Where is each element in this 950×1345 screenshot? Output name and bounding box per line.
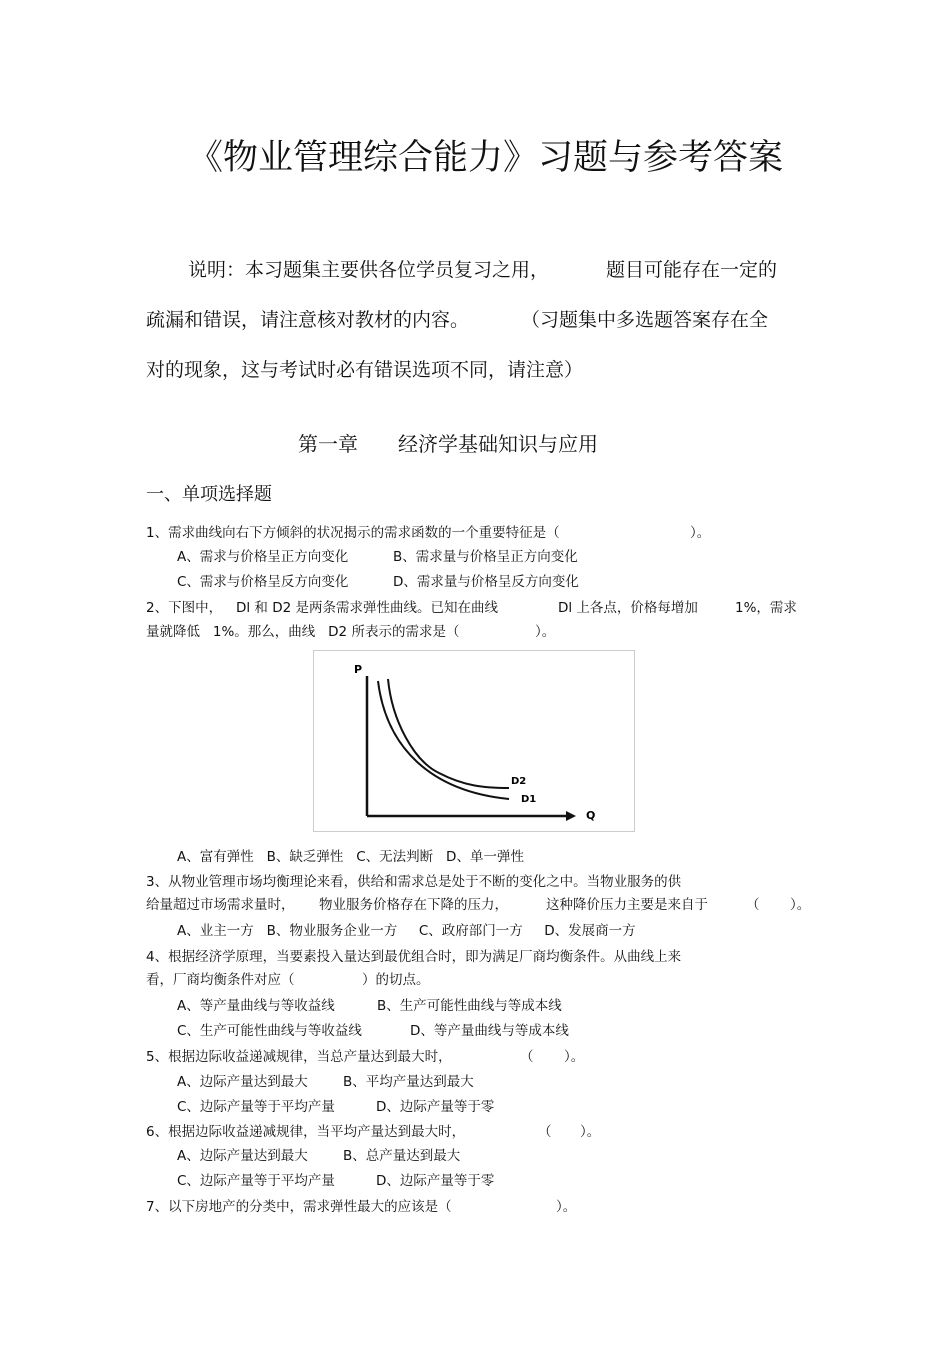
q1-option-d: D、需求量与价格呈反方向变化 [393,574,579,590]
intro-line-2b: （习题集中多选题答案存在全 [521,309,769,331]
q1-stem-end: ）。 [690,525,711,541]
q6-paren-open: （ [538,1124,552,1140]
q2-line2-end: ）。 [535,624,556,640]
q1-option-a: A、需求与价格呈正方向变化 [177,549,349,565]
q2-line2: 量就降低 1%。那么，曲线 D2 所表示的需求是（ [146,624,460,640]
q5-paren-open: （ [520,1049,534,1065]
q4-line2b: ）的切点。 [362,972,430,988]
q2-line1a: 2、下图中， [146,600,223,616]
q6-option-a: A、边际产量达到最大 [177,1148,308,1164]
q6-paren-close: ）。 [580,1124,601,1140]
q3-line2e: ）。 [790,897,811,913]
curve-d1 [378,681,509,799]
intro-line-1b: 题目可能存在一定的 [606,259,778,281]
q5-option-a: A、边际产量达到最大 [177,1074,308,1090]
y-axis-label: P [354,663,363,676]
q3-line2b: 物业服务价格存在下降的压力， [319,897,508,913]
q2-line1c: Dl 上各点，价格每增加 [558,600,698,616]
q2-options: A、富有弹性 B、缺乏弹性 C、无法判断 D、单一弹性 [177,849,524,865]
section-heading: 一、单项选择题 [146,484,272,505]
q2-line1d: 1%，需求 [735,600,797,616]
q5-stem: 5、根据边际收益递减规律，当总产量达到最大时， [146,1049,452,1065]
chapter-name: 经济学基础知识与应用 [398,432,598,456]
q4-option-a: A、等产量曲线与等收益线 [177,998,335,1014]
q5-option-d: D、边际产量等于零 [376,1099,495,1115]
curve-label-d2: D2 [511,776,527,787]
q4-option-b: B、生产可能性曲线与等成本线 [377,998,562,1014]
q7-stem-end: ）。 [556,1199,577,1215]
q5-option-c: C、边际产量等于平均产量 [177,1099,335,1115]
demand-curve-chart [314,651,634,831]
x-axis-arrow [566,811,576,821]
q5-paren-close: ）。 [564,1049,585,1065]
q3-line2c: 这种降价压力主要是来自于 [546,897,708,913]
q7-stem: 7、以下房地产的分类中，需求弹性最大的应该是（ [146,1199,452,1215]
intro-line-1a: 说明：本习题集主要供各位学员复习之用， [188,259,550,281]
q3-line2a: 给量超过市场需求量时， [146,897,295,913]
intro-line-2a: 疏漏和错误，请注意核对教材的内容。 [146,309,470,331]
q6-stem: 6、根据边际收益递减规律，当平均产量达到最大时， [146,1124,466,1140]
q3-options: A、业主一方 B、物业服务企业一方 C、政府部门一方 D、发展商一方 [177,923,636,939]
q4-line2a: 看，厂商均衡条件对应（ [146,972,295,988]
q4-line1: 4、根据经济学原理，当要素投入量达到最优组合时，即为满足厂商均衡条件。从曲线上来 [146,949,682,965]
demand-curve-figure [313,650,635,832]
chapter-number: 第一章 [298,432,358,456]
q6-option-d: D、边际产量等于零 [376,1173,495,1189]
intro-line-3: 对的现象，这与考试时必有错误选项不同，请注意） [146,359,584,381]
q4-option-d: D、等产量曲线与等成本线 [410,1023,569,1039]
q4-option-c: C、生产可能性曲线与等收益线 [177,1023,362,1039]
q6-option-c: C、边际产量等于平均产量 [177,1173,335,1189]
q6-option-b: B、总产量达到最大 [343,1148,461,1164]
q3-line1: 3、从物业管理市场均衡理论来看，供给和需求总是处于不断的变化之中。当物业服务的供 [146,874,682,890]
curve-label-d1: D1 [521,794,537,805]
x-axis-label: Q [586,809,596,822]
q2-line1b: Dl 和 D2 是两条需求弹性曲线。已知在曲线 [236,600,499,616]
curve-d2 [388,679,509,788]
document-title: 《物业管理综合能力》习题与参考答案 [188,138,784,178]
q1-option-b: B、需求量与价格呈正方向变化 [393,549,578,565]
q3-line2d: （ [746,897,760,913]
q1-stem: 1、需求曲线向右下方倾斜的状况揭示的需求函数的一个重要特征是（ [146,525,560,541]
q5-option-b: B、平均产量达到最大 [343,1074,474,1090]
q1-option-c: C、需求与价格呈反方向变化 [177,574,349,590]
